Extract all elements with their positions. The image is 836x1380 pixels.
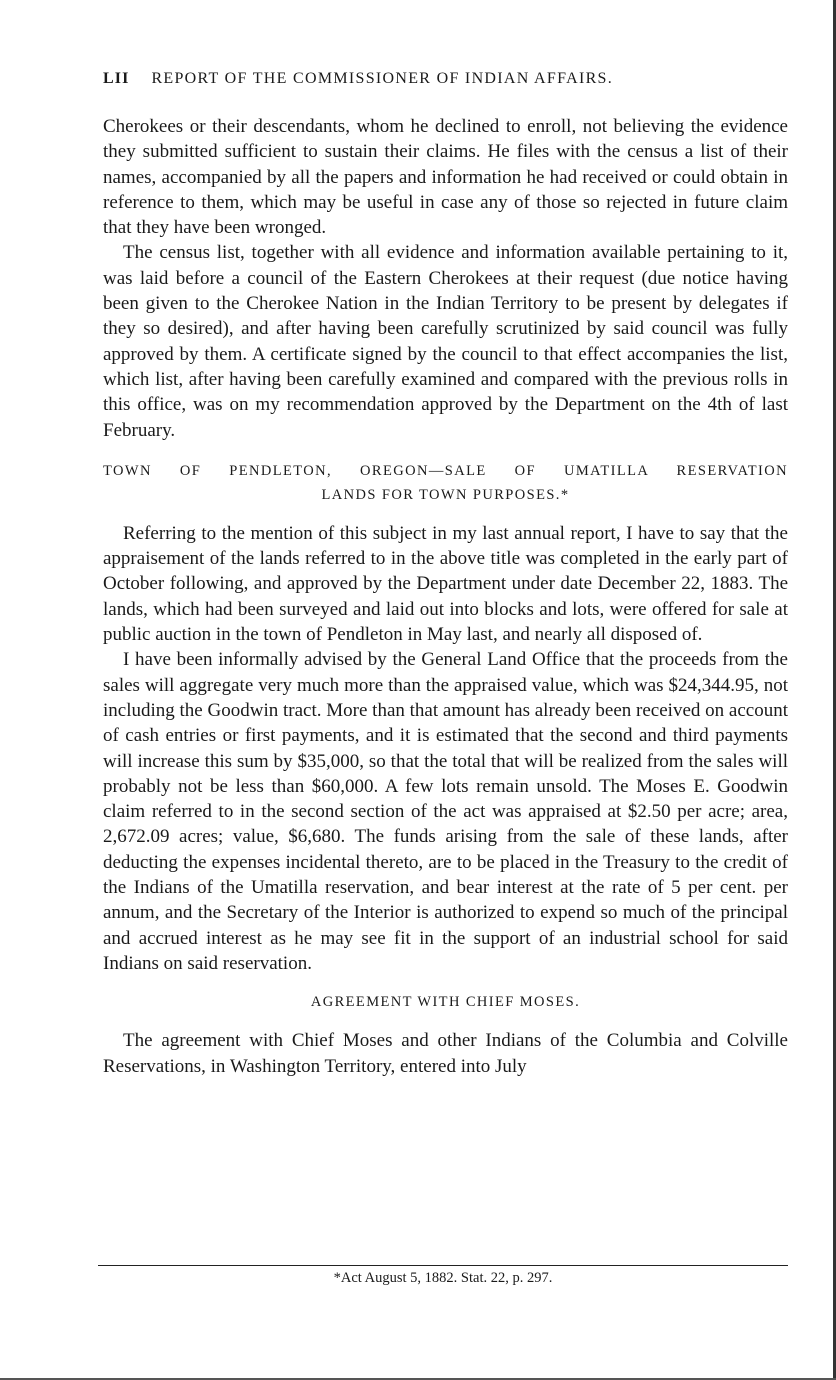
footnote-rule (98, 1265, 788, 1266)
section-heading-pendleton (103, 459, 788, 507)
section-heading-pendleton-line1: TOWN OF PENDLETON, OREGON—SALE OF UMATILLA RESERVATION (103, 462, 788, 479)
paragraph-moses-agreement: The agreement with Chief Moses and other Indians of the Columbia and Colville Reservations, in Washington Territory, entered into July (103, 1030, 788, 1077)
section-heading-pendleton-line2: LANDS FOR TOWN PURPOSES.* (321, 486, 570, 503)
page-number: LII (103, 70, 130, 87)
running-head (103, 70, 788, 100)
footnote: *Act August 5, 1882. Stat. 22, p. 297. (333, 1270, 553, 1286)
section-heading-moses: AGREEMENT WITH CHIEF MOSES. (310, 994, 581, 1011)
paragraph-pendleton-appraisement: Referring to the mention of this subject in my last annual report, I have to say that the appraisement of the lands referred to in the above title was completed in the early part of October following, and approved by the Department under date December 22, 1883. The lands, which had been surveyed and laid out into blocks and lots, were offered for sale at public auction in the town of Pendleton in May last, and nearly all disposed of. (103, 522, 788, 646)
paragraph-cherokees-continued: Cherokees or their descendants, whom he declined to enroll, not believing the evidence they submitted sufficient to sustain their claims. He files with the census a list of their names, accompanied by all the papers and information he had received or could obtain in reference to them, which may be useful in case any of those so rejected in future claim that they have been wronged. (103, 116, 788, 239)
paragraph-pendleton-proceeds: I have been informally advised by the General Land Office that the proceeds from the sales will aggregate very much more than the appraised value, which was $24,344.95, not including the Goodwin tract. More than that amount has already been received on account of cash entries or first payments, and it is estimated that the second and third payments will increase this sum by $35,000, so that the total that will be realized from the sales will probably not be less than $60,000. A few lots remain unsold. The Moses E. Goodwin claim referred to in the second section of the act was appraised at $2.50 per acre; area, 2,672.09 acres; value, $6,680. The funds arising from the sale of these lands, after deducting the expenses incidental thereto, are to be placed in the Treasury to the credit of the Indians of the Umatilla reservation, and bear interest at the rate of 5 per cent. per annum, and the Secretary of the Interior is authorized to expend so much of the principal and accrued interest as he may see fit in the support of an industrial school for said Indians on said reservation. (103, 649, 788, 974)
paragraph-census-list: The census list, together with all evidence and information available pertaining to it, was laid before a council of the Eastern Cherokees at their request (due notice having been given to the Cherokee Nation in the Indian Territory to be present by delegates if they so desired), and after having been carefully scrutinized by said council was fully approved by them. A certificate signed by the council to that effect accompanies the list, which list, after having been carefully examined and compared with the previous rolls in this office, was on my recommendation approved by the Department on the 4th of last February. (103, 242, 788, 441)
running-head-title: REPORT OF THE COMMISSIONER OF INDIAN AFFAIRS. (151, 70, 614, 87)
page-body (103, 70, 788, 1079)
